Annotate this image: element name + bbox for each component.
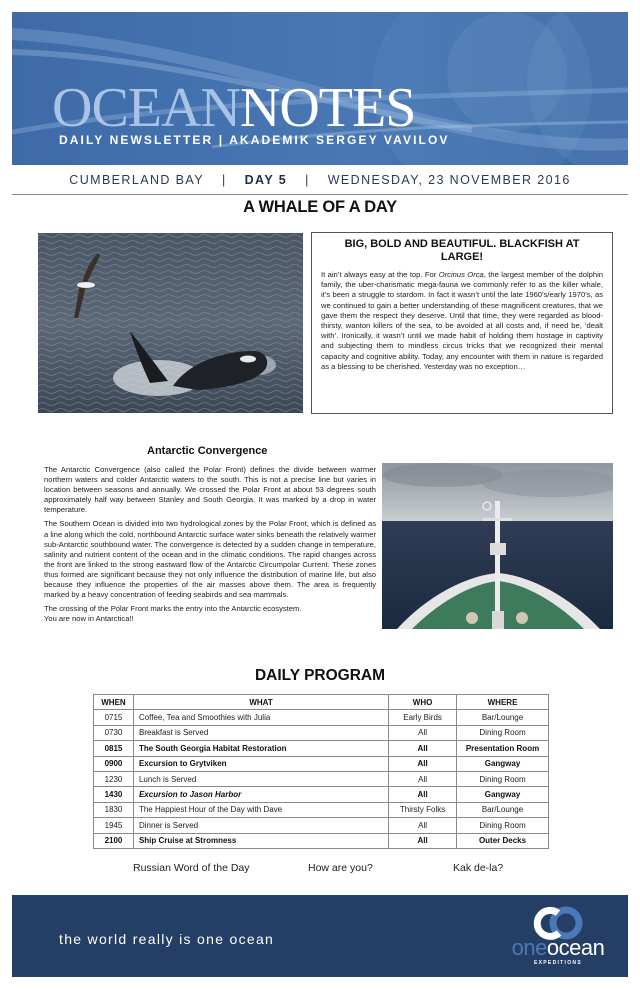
cell-who: All <box>389 833 457 848</box>
article-intro: It ain’t always easy at the top. For <box>321 270 439 279</box>
footer-banner <box>12 895 628 977</box>
cell-where: Gangway <box>457 756 549 771</box>
cell-where: Dining Room <box>457 771 549 786</box>
dateline-day: DAY 5 <box>244 173 288 187</box>
cell-who: Early Birds <box>389 710 457 725</box>
article-body <box>321 270 603 372</box>
cell-who: All <box>389 818 457 833</box>
one-ocean-logo <box>496 903 620 973</box>
cell-what: Excursion to Jason Harbor <box>133 787 388 802</box>
russian-word-label: Russian Word of the Day <box>133 862 250 874</box>
photo-orca-and-albatross <box>38 233 303 413</box>
logo-word-one: one <box>511 935 547 960</box>
masthead-subtitle: DAILY NEWSLETTER | AKADEMIK SERGEY VAVILOV <box>59 133 450 147</box>
masthead-banner <box>12 12 628 165</box>
table-row <box>94 833 549 848</box>
cell-when: 1945 <box>94 818 134 833</box>
header-who: WHO <box>389 695 457 710</box>
cell-who: All <box>389 756 457 771</box>
header-where: WHERE <box>457 695 549 710</box>
header-when: WHEN <box>94 695 134 710</box>
russian-word-russian: Kak de-la? <box>453 862 504 874</box>
table-row <box>94 802 549 817</box>
footer-tagline: the world really is one ocean <box>59 931 275 947</box>
cell-where: Gangway <box>457 787 549 802</box>
photo-ship-bow-at-sea <box>382 463 613 629</box>
daily-program-table <box>93 694 549 849</box>
cell-when: 2100 <box>94 833 134 848</box>
table-row <box>94 710 549 725</box>
cell-when: 0900 <box>94 756 134 771</box>
orca-article <box>311 232 613 414</box>
table-row <box>94 725 549 740</box>
cell-who: All <box>389 741 457 756</box>
cell-who: All <box>389 771 457 786</box>
dateline-separator: | <box>221 173 227 187</box>
table-row <box>94 818 549 833</box>
cell-where: Bar/Lounge <box>457 802 549 817</box>
dateline-separator: | <box>305 173 310 187</box>
cell-when: 0715 <box>94 710 134 725</box>
cell-when: 0730 <box>94 725 134 740</box>
article-text: , the largest member of the dolphin family, the uber-charismatic mega-fauna we commonly refer to as the killer whale, it’s been a struggle to stardom. In fact it wasn’t until the late 1960’s/early 1970’s, as we continued to gain a better understanding of these magnificent creatures, that we gave them the respect they deserve. Until that time, they were regarded as blood-thirsty, wanton killers of the sea, to be avoided at all costs and, if need be, ‘dealt with’. Ironically, it wasn’t until we made habit of holding them hostage in captivity and subjecting them to mindless circus tricks that we recognized their mental capacity and cognitive ability. Today, any encounter with them in nature is regarded as a blessing to be cherished. Yesterday was no exception… <box>321 270 603 371</box>
cell-who: All <box>389 787 457 802</box>
cell-where: Presentation Room <box>457 741 549 756</box>
cell-what: The South Georgia Habitat Restoration <box>133 741 388 756</box>
convergence-paragraph: The Antarctic Convergence (also called the Polar Front) defines the divide between warmer northern waters and colder Antarctic waters to the south. This is not a precise line but varies in location between seasons and annually. We crossed the Polar Front at about 53 degrees south approximately half way between Stanley and South Georgia. It was marked by a drop in water temperature. <box>44 465 376 515</box>
cell-when: 1830 <box>94 802 134 817</box>
table-row <box>94 756 549 771</box>
masthead-title <box>52 78 415 138</box>
cell-where: Dining Room <box>457 725 549 740</box>
program-title: DAILY PROGRAM <box>254 667 386 684</box>
logo-wordmark <box>496 937 620 959</box>
logo-subtitle: EXPEDITIONS <box>534 960 582 966</box>
article-species: Orcinus Orca <box>438 270 484 279</box>
cell-where: Dining Room <box>457 818 549 833</box>
article-title: BIG, BOLD AND BEAUTIFUL. BLACKFISH AT LARGE! <box>344 238 580 263</box>
cell-what: The Happiest Hour of the Day with Dave <box>133 802 388 817</box>
cell-what: Dinner is Served <box>133 818 388 833</box>
cell-what: Lunch is Served <box>133 771 388 786</box>
cell-when: 1430 <box>94 787 134 802</box>
page-headline: A WHALE OF A DAY <box>243 198 397 216</box>
convergence-title: Antarctic Convergence <box>147 445 268 457</box>
convergence-paragraph: You are now in Antarctica!! <box>44 614 134 624</box>
cell-who: Thirsty Folks <box>389 802 457 817</box>
cell-when: 0815 <box>94 741 134 756</box>
convergence-paragraph: The crossing of the Polar Front marks the entry into the Antarctic ecosystem. <box>44 604 302 614</box>
convergence-paragraph: The Southern Ocean is divided into two hydrological zones by the Polar Front, which is defined as a line along which the cold, northbound Antarctic surface water sinks beneath the relatively warmer sub-Antarctic southbound water. The convergence is detected by a sudden change in temperature, salinity and nutrient content of the ocean and in the climatic conditions. The rapid changes across the front are linked to the strong eastward flow of the Antarctic Circumpolar Current. These zones thus formed are significant because they not only influence the distribution of marine life, but also because they influence the properties of the air masses above them. The area is frequently marked by a heavy concentration of feeding seabirds and sea mammals. <box>44 519 376 600</box>
cell-where: Outer Decks <box>457 833 549 848</box>
convergence-article <box>44 465 376 628</box>
table-header-row <box>94 695 549 710</box>
cell-who: All <box>389 725 457 740</box>
russian-word-english: How are you? <box>308 862 373 874</box>
cell-what: Ship Cruise at Stromness <box>133 833 388 848</box>
masthead-title-ocean: OCEAN <box>52 77 240 139</box>
masthead-title-notes: NOTES <box>239 77 416 139</box>
header-what: WHAT <box>133 695 388 710</box>
table-row <box>94 771 549 786</box>
cell-what: Coffee, Tea and Smoothies with Julia <box>133 710 388 725</box>
cell-when: 1230 <box>94 771 134 786</box>
dateline <box>12 168 628 192</box>
divider-rule <box>12 194 628 195</box>
table-row <box>94 787 549 802</box>
dateline-date: WEDNESDAY, 23 NOVEMBER 2016 <box>327 173 571 187</box>
cell-where: Bar/Lounge <box>457 710 549 725</box>
cell-what: Breakfast is Served <box>133 725 388 740</box>
table-row <box>94 741 549 756</box>
logo-word-ocean: ocean <box>546 935 605 960</box>
dateline-location: CUMBERLAND BAY <box>69 173 204 187</box>
cell-what: Excursion to Grytviken <box>133 756 388 771</box>
